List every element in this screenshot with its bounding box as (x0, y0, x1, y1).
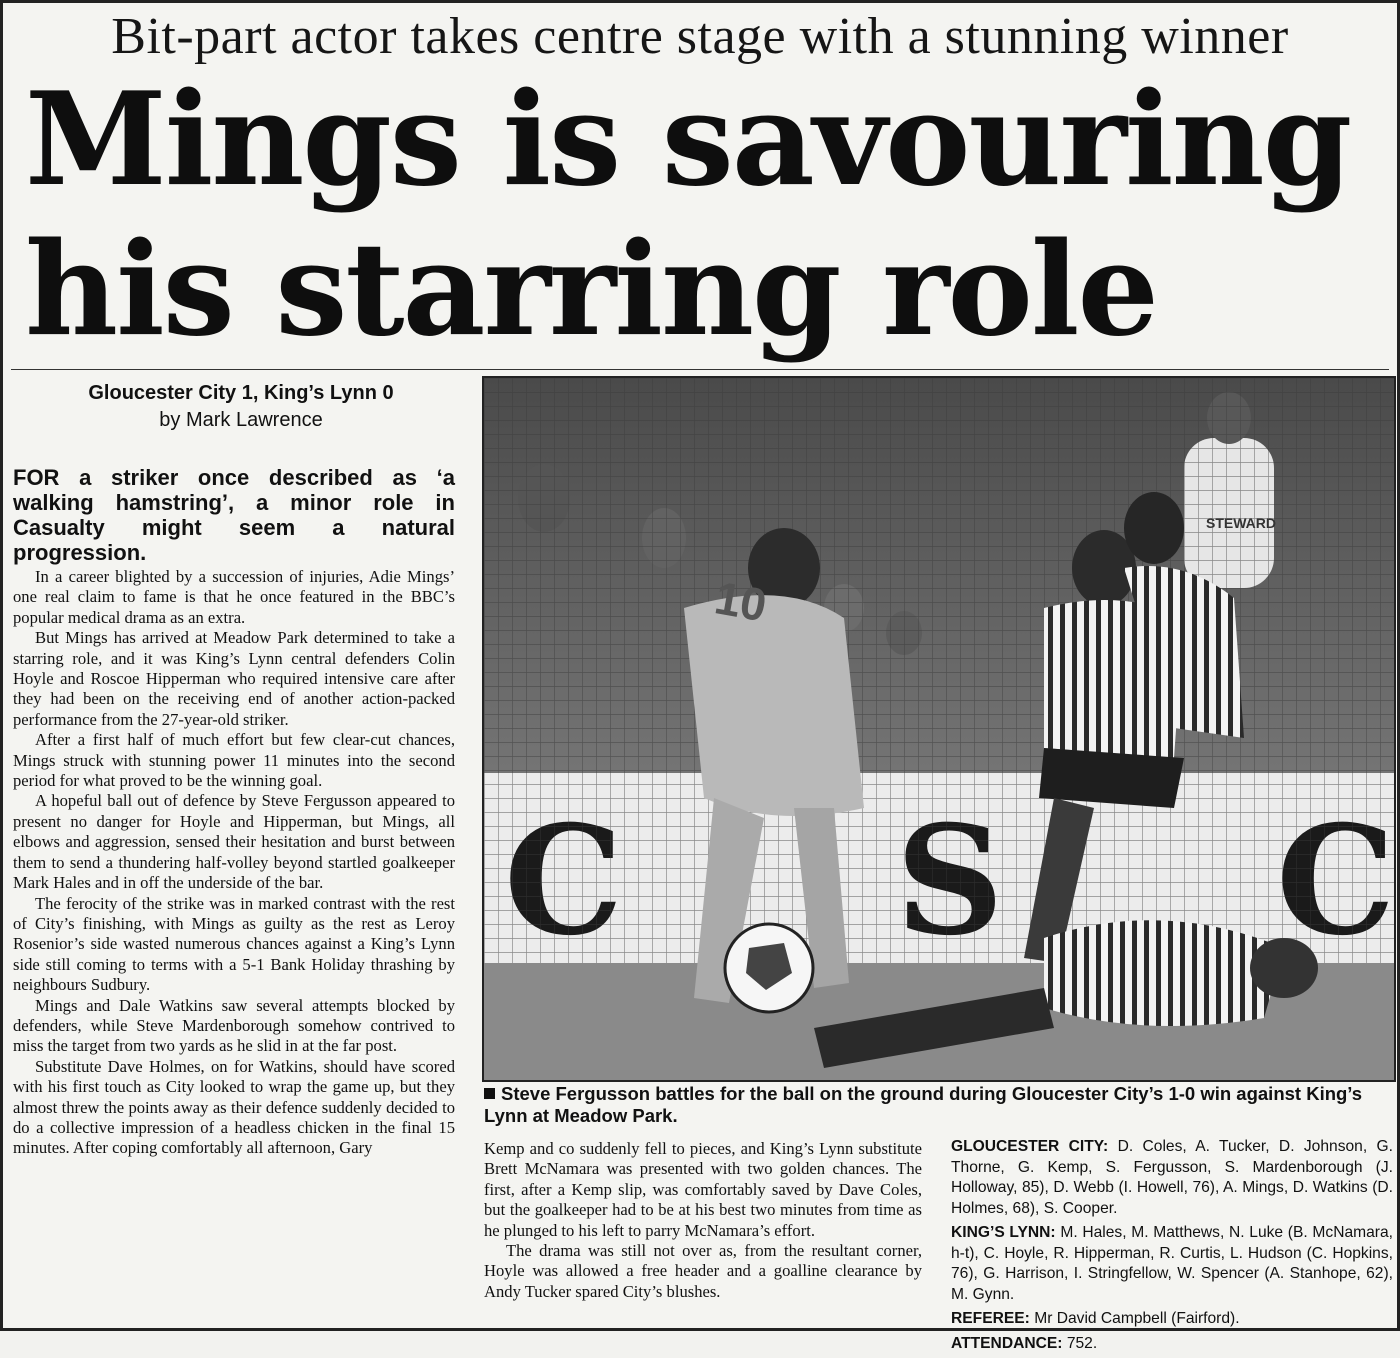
home-team-label: GLOUCESTER CITY: (951, 1138, 1109, 1155)
author-credit: by Mark Lawrence (159, 409, 323, 431)
paragraph: The drama was still not over as, from the resultant corner, Hoyle was allowed a free header and a goalline clearance by Andy Tucker spared City’s blushes. (484, 1241, 922, 1301)
shirt-number: 10 (710, 571, 771, 632)
paragraph: Mings and Dale Watkins saw several attempts blocked by defenders, while Steve Mardenborough somehow contrived to miss the target from two yards as he slid in at the far post. (13, 995, 455, 1056)
paragraph: A hopeful ball out of defence by Steve Fergusson appeared to present no danger for Hoyle and Hipperman, but Mings, all elbows and aggression, sensed their hesitation and burst between them to send a thundering half-volley beyond startled goalkeeper Mark Hales and in off the underside of the bar. (13, 791, 455, 893)
attendance-label: ATTENDANCE: (951, 1334, 1063, 1352)
paragraph: But Mings has arrived at Meadow Park determined to take a starring role, and it was King’s Lynn central defenders Colin Hoyle and Roscoe Hipperman who required intensive care after they had been on the receiving end of another action-packed performance from the 27-year-old striker. (13, 628, 455, 729)
intro-paragraph: FOR a striker once described as ‘a walking hamstring’, a minor role in Casualty might seem a natural progression. (13, 465, 455, 565)
referee-label: REFEREE: (951, 1310, 1030, 1327)
byline (13, 379, 469, 433)
main-headline (25, 65, 1350, 365)
paragraph: After a first half of much effort but few clear-cut chances, Mings struck with stunning power 11 minutes into the second period for what proved to be the winning goal. (13, 730, 455, 791)
headline-line-2: his starring role (25, 215, 1157, 365)
paragraph: In a career blighted by a succession of injuries, Adie Mings’ one real claim to fame is that he once featured in the BBC’s popular medical drama as an extra. (13, 567, 455, 627)
away-team-players: M. Hales, M. Matthews, N. Luke (B. McNamara, h-t), C. Hoyle, R. Hipperman, R. Curtis, L. Hudson (C. Hopkins, 76), G. Harrison, I. Stringfellow, W. Spencer (A. Stanhope, 62), M. Gynn. (951, 1224, 1393, 1303)
paragraph: Substitute Dave Holmes, on for Watkins, should have scored with his first touch as City looked to wrap the game up, but they almost threw the points away as their defence suddenly decided to do a collective impression of a headless chicken in the final 15 minutes. After coping comfortably all afternoon, Gary (13, 1056, 455, 1158)
paragraph: Kemp and co suddenly fell to pieces, and King’s Lynn substitute Brett McNamara was presented with two golden chances. The first, after a Kemp slip, was comfortably saved by Dave Coles, but the goalkeeper had to be at his best two minutes from time as he plunged to his left to parry McNamara’s effort. (484, 1139, 922, 1240)
kicker-headline: Bit-part actor takes centre stage with a stunning winner (111, 8, 1289, 65)
article-column-1 (13, 465, 455, 1159)
caption-bullet-icon (484, 1088, 495, 1099)
article-column-2 (484, 1139, 922, 1302)
referee-line (951, 1309, 1393, 1330)
caption-text: Steve Fergusson battles for the ball on the ground during Gloucester City’s 1-0 win against King’s Lynn at Meadow Park. (484, 1083, 1363, 1126)
match-result: Gloucester City 1, King’s Lynn 0 (88, 382, 394, 404)
away-team-label: KING’S LYNN: (951, 1224, 1056, 1241)
headline-line-1: Mings is savouring (25, 65, 1351, 215)
away-team-lineup (951, 1223, 1393, 1305)
attendance-value: 752. (1066, 1334, 1098, 1352)
attendance-line (951, 1334, 1393, 1355)
home-team-lineup (951, 1137, 1393, 1219)
referee-name: Mr David Campbell (Fairford). (1034, 1310, 1240, 1327)
headline-rule (11, 369, 1389, 370)
photo-caption (484, 1083, 1384, 1127)
photo-illustration (484, 378, 1394, 1080)
team-lineups (951, 1137, 1393, 1358)
paragraph: The ferocity of the strike was in marked contrast with the rest of City’s finishing, with Mings as guilty as the rest as Leroy Rosenior’s side wasted numerous chances against a King’s Lynn side still coming to terms with a 5-1 Bank Holiday thrashing by neighbours Sudbury. (13, 893, 455, 995)
home-team-players: D. Coles, A. Tucker, D. Johnson, G. Thorne, G. Kemp, S. Fergusson, S. Mardenborough (J. Holloway, 85), D. Webb (I. Howell, 76), A. Mings, D. Watkins (D. Holmes, 68), S. Cooper. (951, 1138, 1393, 1217)
match-photo (482, 376, 1396, 1082)
